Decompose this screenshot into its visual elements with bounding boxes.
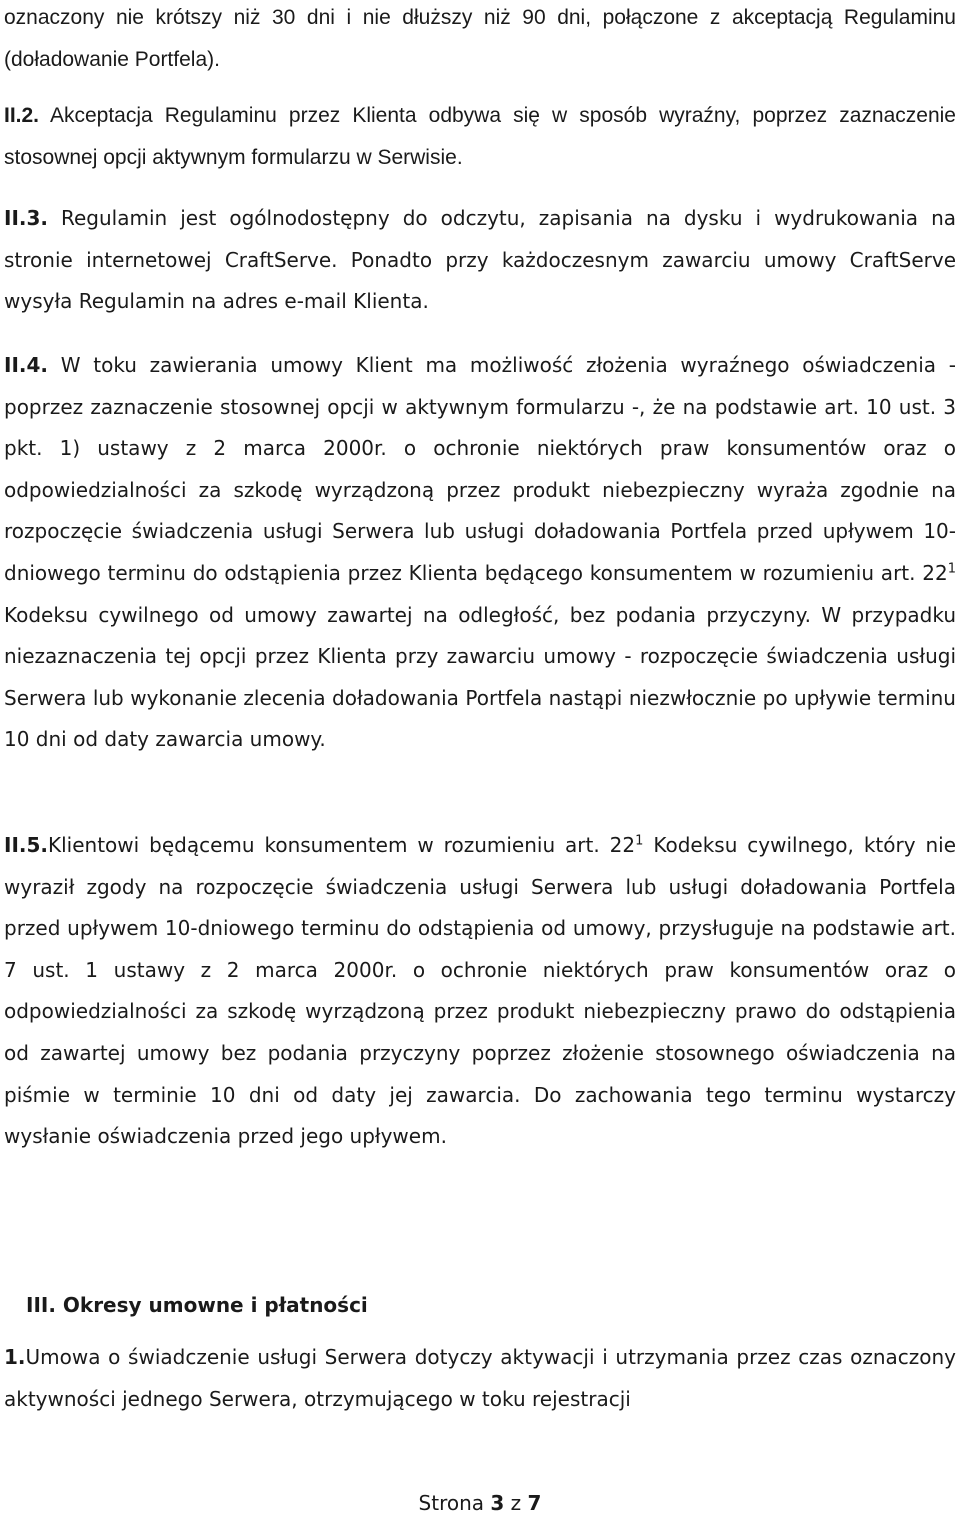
paragraph-II-2 bbox=[4, 95, 956, 178]
paragraph-II-5 bbox=[4, 825, 956, 1158]
section-number: 1. bbox=[4, 1345, 26, 1369]
paragraph-text: Umowa o świadczenie usługi Serwera dotyczy aktywacji i utrzymania przez czas oznaczony aktywności jednego Serwera, otrzymującego w toku rejestracji bbox=[4, 1345, 956, 1411]
paragraph-text: Klientowi będącemu konsumentem w rozumieniu art. 22 bbox=[48, 833, 636, 857]
paragraph-text: Regulamin jest ogólnodostępny do odczytu, zapisania na dysku i wydrukowania na stronie internetowej CraftServe. Ponadto przy każdoczesnym zawarciu umowy CraftServe wysyła Regulamin na adres e-mail Klienta. bbox=[4, 206, 956, 314]
superscript: 1 bbox=[947, 561, 956, 577]
paragraph-II-4 bbox=[4, 345, 956, 761]
footer-page-total: 7 bbox=[527, 1491, 542, 1515]
paragraph-II-3 bbox=[4, 198, 956, 323]
paragraph-continuation bbox=[4, 0, 956, 80]
section-heading: III. Okresy umowne i płatności bbox=[26, 1293, 368, 1317]
paragraph-text: W toku zawierania umowy Klient ma możliwość złożenia wyraźnego oświadczenia - poprzez zaznaczenie stosownej opcji w aktywnym formularzu -, że na podstawie art. 10 ust. 3 pkt. 1) ustawy z 2 marca 2000r. o ochronie niektórych praw konsumentów oraz o odpowiedzialności za szkodę wyrządzoną przez produkt niebezpieczny wyraża zgodnie na rozpoczęcie świadczenia usługi Serwera lub usługi doładowania Portfela przed upływem 10-dniowego terminu do odstąpienia przez Klienta będącego konsumentem w rozumieniu art. 22 bbox=[4, 353, 956, 585]
section-number: II.4. bbox=[4, 353, 48, 377]
footer-page-number: 3 bbox=[490, 1491, 505, 1515]
page-footer bbox=[4, 1484, 956, 1522]
section-number: II.3. bbox=[4, 206, 48, 230]
paragraph-text: Kodeksu cywilnego od umowy zawartej na odległość, bez podania przyczyny. W przypadku niezaznaczenia tej opcji przez Klienta przy zawarciu umowy - rozpoczęcie świadczenia usługi Serwera lub wykonanie zlecenia doładowania Portfela nastąpi niezwłocznie po upływie terminu 10 dni od daty zawarcia umowy. bbox=[4, 602, 956, 752]
footer-prefix: Strona bbox=[418, 1491, 491, 1515]
paragraph-text: oznaczony nie krótszy niż 30 dni i nie dłuższy niż 90 dni, połączone z akceptacją Regulaminu (doładowanie Portfela). bbox=[4, 6, 956, 71]
footer-middle: z bbox=[504, 1491, 528, 1515]
superscript: 1 bbox=[635, 833, 644, 849]
paragraph-III-1 bbox=[4, 1337, 956, 1420]
section-number: II.5. bbox=[4, 833, 48, 857]
paragraph-text: Kodeksu cywilnego, który nie wyraził zgody na rozpoczęcie świadczenia usługi Serwera lub usługi doładowania Portfela przed upływem 10-dniowego terminu do odstąpienia od umowy, przysługuje na podstawie art. 7 ust. 1 ustawy z 2 marca 2000r. o ochronie niektórych praw konsumentów oraz o odpowiedzialności za szkodę wyrządzoną przez produkt niebezpieczny prawo do odstąpienia od zawartej umowy bez podania przyczyny poprzez złożenie stosownego oświadczenia na piśmie w terminie 10 dni od daty jej zawarcia. Do zachowania tego terminu wystarczy wysłanie oświadczenia przed jego upływem. bbox=[4, 833, 957, 1149]
paragraph-text: Akceptacja Regulaminu przez Klienta odbywa się w sposób wyraźny, poprzez zaznaczenie stosownej opcji aktywnym formularzu w Serwisie. bbox=[4, 104, 956, 169]
section-number: II.2. bbox=[4, 104, 40, 127]
